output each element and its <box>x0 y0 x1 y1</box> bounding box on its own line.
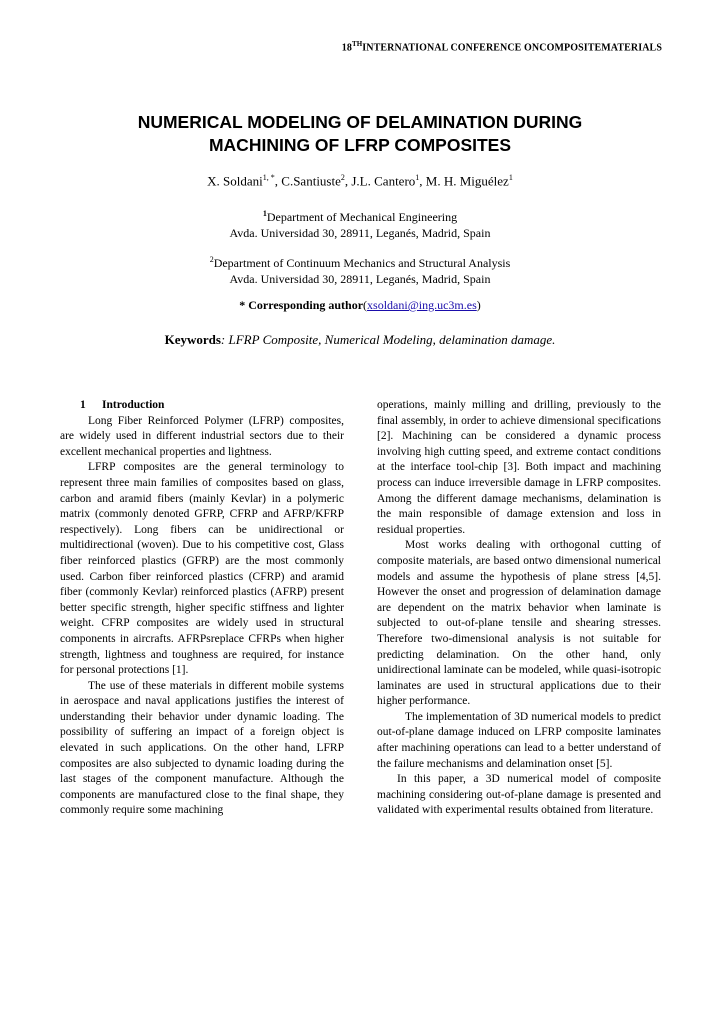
affiliation-mark: 1 <box>262 209 267 218</box>
paragraph: The use of these materials in different mobile systems in aerospace and naval applications justifies the interest of understanding their behavior under dynamic loading. The possibility of suffering an impact of a foreign object is elevated in such applications. On the other hand, LFRP composites are also subjected to dynamic loading during the last stages of the component manufacture. Although the components are manufactured close to the final shape, they commonly require some machining <box>60 679 344 817</box>
affiliation-department: Department of Continuum Mechanics and Structural Analysis <box>213 256 511 270</box>
affiliation-mark: 2 <box>209 255 214 264</box>
corresponding-author-label: * Corresponding author <box>239 298 364 312</box>
conference-ordinal: 18 <box>341 42 352 54</box>
conference-ordinal-suffix: TH <box>351 40 363 48</box>
keywords-text: : LFRP Composite, Numerical Modeling, delamination damage. <box>220 332 556 347</box>
author-affiliation-mark: 2 <box>340 173 345 182</box>
paragraph: In this paper, a 3D numerical model of composite machining considering out-of-plane damage is presented and validated with experimental results obtained from literature. <box>377 773 661 817</box>
author-affiliation-mark: 1, * <box>262 173 275 182</box>
affiliation-department: Department of Mechanical Engineering <box>266 210 458 224</box>
author-list <box>60 173 660 189</box>
left-column <box>60 398 344 819</box>
keywords-label: Keywords <box>164 332 221 347</box>
section-title: Introduction <box>102 399 165 411</box>
affiliation-1 <box>60 206 660 241</box>
right-column <box>377 398 661 819</box>
section-number: 1 <box>80 399 86 411</box>
corresponding-author <box>60 298 660 313</box>
author-affiliation-mark: 1 <box>415 173 420 182</box>
author-name: , J.L. Cantero <box>344 173 416 189</box>
author-name: X. Soldani <box>207 173 263 189</box>
paragraph: The implementation of 3D numerical models to predict out-of-plane damage induced on LFRP composite laminates after machining operations can lead to a better understand of the failure mechanisms and delamination onset [5]. <box>377 710 661 770</box>
paper-title-line-1: NUMERICAL MODELING OF DELAMINATION DURING <box>137 112 583 132</box>
affiliation-2 <box>60 252 660 287</box>
affiliation-address: Avda. Universidad 30, 28911, Leganés, Madrid, Spain <box>229 272 491 286</box>
conference-header <box>342 40 662 53</box>
affiliation-address: Avda. Universidad 30, 28911, Leganés, Madrid, Spain <box>229 226 491 240</box>
paragraph: LFRP composites are the general terminology to represent three main families of composites based on glass, carbon and aramid fibers (mainly Kevlar) in a polymeric matrix (commonly denoted GFRP, CFRP and AFRP/KFRP respectively). Long fibers can be unidirectional or multidirectional (woven). Due to his competitive cost, Glass fiber reinforced plastics (GFRP) are the most commonly used. Carbon fiber reinforced plastics (CFRP) and aramid fiber (commonly Kevlar) reinforced plastics (AFRP) present better specific strength, higher specific stiffness and lighter weight. CFRP composites are widely used in structural components in aircrafts. AFRPsreplace CFRPs when higher strength, lightness and toughness are required, for instance for personal protections [1]. <box>60 461 344 677</box>
section-heading <box>60 398 344 414</box>
corresponding-email-link[interactable]: xsoldani@ing.uc3m.es <box>367 298 477 312</box>
author-affiliation-mark: 1 <box>508 173 513 182</box>
paper-title <box>60 111 660 157</box>
paragraph: operations, mainly milling and drilling, previously to the final assembly, in order to achieve dimensional specifications [2]. Machining can be considered a dynamic process involving high cutting speed, and extreme contact conditions at the interface tool-chip [3]. Both impact and machining process can induce irreversible damage in LFRP composites. Among the different damage mechanisms, delamination is the main responsible of damage extension and loss in residual properties. <box>377 399 661 536</box>
keywords <box>60 332 660 348</box>
paragraph: Most works dealing with orthogonal cutting of composite materials, are based ontwo dimensional numerical models and assume the hypothesis of plane stress [4,5]. However the onset and progression of delamination damage are dependent on the matrix behavior when laminate is subjected to out-of-plane tensile and shearing stresses. Therefore two-dimensional analysis is not suitable for predicting delamination. On the other hand, only unidirectional laminate can be modeled, while quasi-isotropic laminates are used in structural applications due to their higher performance. <box>377 539 661 708</box>
paper-title-line-2: MACHINING OF LFRP COMPOSITES <box>208 135 512 155</box>
author-name: , C.Santiuste <box>274 173 341 189</box>
conference-name: INTERNATIONAL CONFERENCE ONCOMPOSITEMATERIALS <box>362 42 662 54</box>
paragraph: Long Fiber Reinforced Polymer (LFRP) composites, are widely used in different industrial sectors due to their excellent mechanical properties and lightness. <box>60 414 344 458</box>
email-open-paren: ( <box>363 298 368 312</box>
email-close-paren: ) <box>476 298 481 312</box>
author-name: , M. H. Miguélez <box>419 173 509 189</box>
